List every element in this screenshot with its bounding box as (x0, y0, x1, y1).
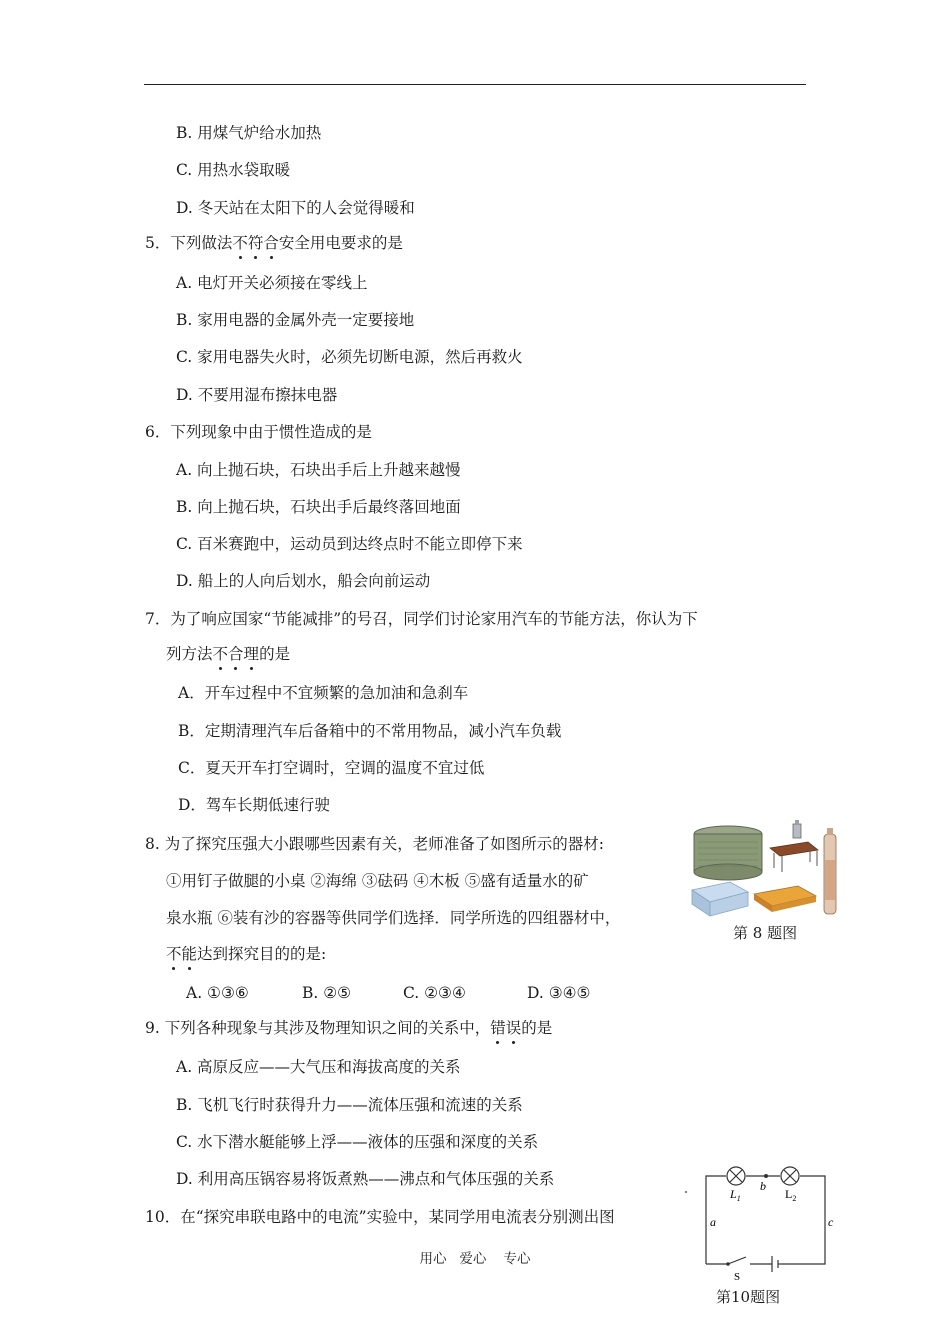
emphasis-char: 不 (166, 945, 182, 963)
question-8-choice-a: A. ①③⑥ (186, 984, 249, 1002)
question-8-line-2: ①用钉子做腿的小桌 ②海绵 ③砝码 ④木板 ⑤盛有适量水的矿 (166, 872, 589, 890)
question-8-line-4: 不能达到探究目的的是: (166, 945, 327, 963)
emphasis-char: 符 (247, 234, 264, 252)
label-l2: $L_2$ (785, 1187, 797, 1203)
question-5-option-a: A. 电灯开关必须接在零线上 (176, 274, 368, 292)
emphasis-char: 能 (181, 945, 198, 963)
question-9-option-c: C. 水下潜水艇能够上浮——液体的压强和深度的关系 (176, 1133, 539, 1151)
question-8-stem: 8. 为了探究压强大小跟哪些因素有关，老师准备了如图所示的器材: (145, 835, 604, 853)
question-7-stem: 7．为了响应国家“节能减排”的号召，同学们讨论家用汽车的节能方法，你认为下 (145, 610, 698, 628)
label-c: c (828, 1215, 834, 1229)
question-8-choice-c: C. ②③④ (403, 984, 466, 1002)
emphasis-char: 误 (505, 1019, 522, 1037)
label-l1: $L_1$ (730, 1187, 741, 1203)
option-d-prev: D. 冬天站在太阳下的人会觉得暖和 (176, 199, 415, 217)
figure-8-apparatus-image (690, 820, 840, 920)
question-7-option-d: D．驾车长期低速行驶 (178, 796, 330, 814)
question-9-option-a: A. 高原反应——大气压和海拔高度的关系 (176, 1058, 461, 1076)
emphasis-char: 错 (490, 1019, 506, 1037)
option-c-prev: C. 用热水袋取暖 (176, 161, 291, 179)
emphasis-char: 理 (243, 645, 260, 663)
question-5-option-d: D. 不要用湿布擦抹电器 (176, 386, 338, 404)
page-footer: 用心 爱心 专心 (419, 1251, 531, 1267)
question-9-option-d: D. 利用高压锅容易将饭煮熟——沸点和气体压强的关系 (176, 1170, 555, 1188)
question-6-option-c: C. 百米赛跑中，运动员到达终点时不能立即停下来 (176, 535, 523, 553)
figure-10-caption: 第10题图 (716, 1288, 781, 1306)
question-9-option-b: B. 飞机飞行时获得升力——流体压强和流速的关系 (176, 1096, 523, 1114)
emphasis-char: 不 (232, 234, 248, 252)
question-5-option-b: B. 家用电器的金属外壳一定要接地 (176, 311, 415, 329)
header-rule (144, 84, 806, 85)
question-7-option-a: A．开车过程中不宜频繁的急加油和急刹车 (178, 684, 469, 702)
question-7-option-c: C．夏天开车打空调时，空调的温度不宜过低 (178, 759, 485, 777)
question-8-choice-b: B. ②⑤ (302, 984, 352, 1002)
question-7-option-b: B．定期清理汽车后备箱中的不常用物品，减小汽车负载 (178, 722, 562, 740)
question-8-line-3: 泉水瓶 ⑥装有沙的容器等供同学们选择．同学所选的四组器材中， (166, 909, 621, 927)
label-s: S (734, 1271, 741, 1283)
option-b-prev: B. 用煤气炉给水加热 (176, 124, 322, 142)
question-8-choice-d: D. ③④⑤ (527, 984, 591, 1002)
label-a: a (710, 1215, 716, 1229)
question-6-stem: 6．下列现象中由于惯性造成的是 (145, 423, 372, 441)
emphasis-char: 合 (263, 234, 279, 252)
question-9-stem: 9. 下列各种现象与其涉及物理知识之间的关系中，错误的是 (145, 1019, 553, 1037)
question-6-option-a: A. 向上抛石块，石块出手后上升越来越慢 (176, 461, 461, 479)
question-7-stem-cont: 列方法不合理的是 (166, 645, 291, 663)
question-6-option-d: D. 船上的人向后划水，船会向前运动 (176, 572, 431, 590)
question-5-option-c: C. 家用电器失火时，必须先切断电源，然后再救火 (176, 348, 523, 366)
question-6-option-b: B. 向上抛石块，石块出手后最终落回地面 (176, 498, 461, 516)
question-10-stem: 10．在“探究串联电路中的电流”实验中，某同学用电流表分别测出图 (145, 1208, 615, 1226)
emphasis-char: 不 (212, 645, 229, 663)
emphasis-char: 合 (228, 645, 244, 663)
label-b: b (760, 1179, 766, 1193)
figure-8-caption: 第 8 题图 (733, 924, 798, 942)
question-5-stem: 5．下列做法不符合安全用电要求的是 (145, 234, 403, 252)
